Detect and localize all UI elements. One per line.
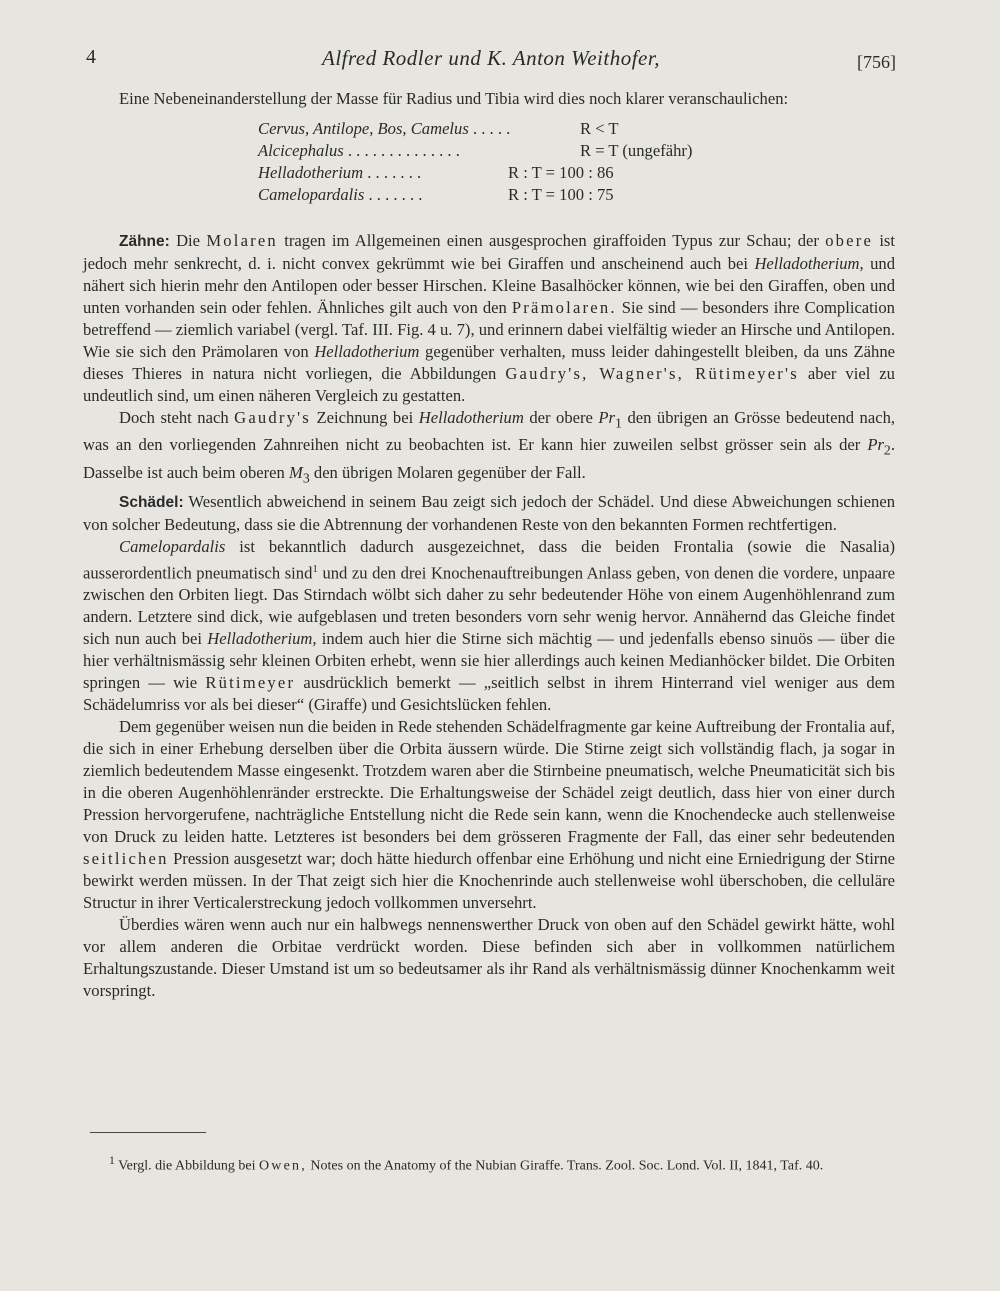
comparison-table — [258, 118, 778, 206]
leader-dots: . . . . . . . — [364, 185, 423, 204]
gaudry-paragraph — [83, 407, 895, 489]
text-span: und nähert sich hierin mehr den Antilopen oder besser Hirschen. Kleine Basalhöcker können, wie bei den Giraffen, oben und unten vorhanden sein oder fehlen. Ähnliches gilt auch von den — [83, 254, 895, 317]
leader-dots: . . . . . — [468, 119, 511, 138]
taxon-name: Camelopardalis — [258, 185, 365, 204]
orbitae-paragraph: Überdies wären wenn auch nur ein halbwegs nennenswerther Druck von oben auf den Schädel gewirkt hätte, wohl vor allem anderen die Orbitae verdrückt worden. Diese befinden sich aber in vollkommen natürlichem Erhaltungszustande. Dieser Umstand ist um so bedeutsamer als ihr Rand als verhältnismässig dünner Knochenkamm weit vorspringt. — [83, 915, 895, 1001]
text-span: Notes on the Anatomy of the Nubian Giraffe. Trans. Zool. Soc. Lond. Vol. II, 1841, Taf. 40. — [310, 1158, 824, 1174]
intro-paragraph — [83, 88, 895, 110]
text-span: gegenüber verhalten, muss leider dahingestellt bleiben, da uns Zähne dieses Thieres in natura nicht vorliegen, die Abbildungen — [83, 342, 895, 383]
leader-dots: . . . . . . . — [363, 163, 422, 182]
text-span: Pression ausgesetzt war; doch hätte hiedurch offenbar eine Erhöhung und nicht eine Erniedrigung der Stirne bewirkt werden müssen. In der That zeigt sich hier die Knochenrinde auch stellenweise wohl überschoben, die celluläre Structur in ihrer Verticalerstreckung jedoch vollkommen unversehrt. — [83, 849, 895, 913]
author-name: Owen, — [258, 1158, 307, 1174]
main-text — [83, 230, 895, 1002]
author-name: Gaudry's — [234, 408, 311, 427]
comparison-row — [258, 118, 778, 140]
text-span: ausdrücklich bemerkt — „seitlich selbst in ihrem Hinterrand viel weniger aus dem Schädelumriss vor als bei dieser“ (Giraffe) und Gesichtslücken fehlen. — [83, 673, 895, 715]
subscript: 2 — [883, 442, 891, 458]
subscript: 1 — [615, 415, 622, 431]
teeth-paragraph — [83, 230, 895, 407]
camelopardalis-paragraph — [83, 536, 895, 717]
footnote-rule — [90, 1132, 206, 1133]
taxon-italic: Helladotherium — [314, 342, 420, 361]
comparison-row — [258, 140, 778, 162]
comparison-row — [258, 162, 778, 184]
text-span: seitlichen — [83, 849, 169, 869]
text-span: . Dasselbe ist auch beim oberen — [83, 435, 895, 482]
ratio-value: R < T — [580, 119, 619, 138]
text-span: Dem gegenüber weisen nun die beiden in Rede stehenden Schädelfragmente gar keine Auftreibung der Frontalia auf, die sich in einer Erhebung derselben über die Orbita äussern würde. Die Stirne zeigt sich vollständig flach, ja sogar in ziemlich bedeutendem Masse eingesenkt. Trotzdem waren aber die Stirnbeine pneumatisch, welche Pneumaticität sich bis in die oberen Augenhöhlenränder erstreckte. Die Erhaltungsweise der Schädel zeigt deutlich, dass hier von einer durch Pression hervorgerufene, nachträgliche Entstellung nicht die Rede sein kann, wenn die Knochendecke auch stellenweise von Druck zu leiden hatte. Letzteres ist besonders bei dem grösseren Fragmente der Fall, das einer sehr bedeutenden — [83, 717, 895, 847]
running-title: Alfred Rodler und K. Anton Weithofer, — [322, 46, 660, 70]
taxon-name: Cervus, Antilope, Bos, Camelus — [258, 119, 469, 138]
tooth-symbol: Pr — [867, 435, 884, 455]
text-span: der obere — [529, 408, 593, 427]
page-number: 4 — [86, 46, 96, 68]
author-name: Rütimeyer — [205, 673, 296, 693]
text-span: Sie sind — besonders ihre Complication betreffend — ziemlich variabel (vergl. Taf. III. Fig. 4 u. 7), und erinnern dabei vielfältig wieder an Hirsche und Antilopen. Wie sie sich den Prämolaren von — [83, 298, 895, 361]
text-span: den übrigen an Grösse bedeutend nach, was an den vorliegenden Zahnreihen nicht zu beobachten ist. Er kann hier zuweilen selbst grösser sein als der — [83, 408, 896, 455]
text-span: Vergl. die Abbildung bei — [118, 1158, 256, 1174]
taxon-italic: Camelopardalis — [119, 536, 226, 556]
comparison-row — [258, 184, 778, 206]
taxon-italic: Helladotherium, — [754, 254, 864, 273]
text-span: indem auch hier die Stirne sich mächtig — und jedenfalls ebenso sinuös — über die hier verhältnismässig sehr kleinen Orbiten erhebt, wenn sie hier allerdings auch keinen Medianhöcker bildet. Die Orbiten springen — wie — [83, 629, 895, 693]
text-span: Prämolaren. — [511, 298, 617, 317]
text-span: den übrigen Molaren gegenüber der Fall. — [313, 462, 586, 482]
intro-text: Eine Nebeneinanderstellung der Masse für Radius und Tibia wird dies noch klarer veranschaulichen: — [119, 89, 789, 108]
ratio-value: R : T = 100 : 86 — [508, 163, 614, 182]
text-span: und zu den drei Knochenauftreibungen Anlass geben, von denen die vordere, unpaare zwischen den Orbiten liegt. Das Stirndach wölbt sich daher zu sehr bedeutender Höhe von einem Augenhöhlenrand zum andern. Letztere sind dick, wie aufgeblasen und treten besonders vorn sehr wenig hervor. Annähernd das Gleiche findet sich nun auch bei — [83, 563, 895, 649]
text-span: ist bekanntlich dadurch ausgezeichnet, dass die beiden Frontalia (sowie die Nasalia) ausserordentlich pneumatisch sind — [83, 536, 895, 583]
text-span: tragen im Allgemeinen einen ausgesprochen giraffoiden Typus zur Schau; der — [284, 231, 819, 250]
text-span: Wesentlich abweichend in seinem Bau zeigt sich jedoch der Schädel. Und diese Abweichungen schienen von solcher Bedeutung, dass sie die Abtrennung der vorhandenen Reste von den bekannten Formen rechtfertigen. — [83, 491, 895, 534]
comparison-paragraph — [83, 716, 895, 914]
text-span: aber viel zu undeutlich sind, um einen näheren Vergleich zu gestatten. — [83, 364, 895, 405]
section-label-skull: Schädel: — [119, 493, 184, 511]
taxon-italic: Helladotherium — [418, 408, 524, 427]
tooth-symbol: Pr — [598, 408, 615, 427]
skull-paragraph — [83, 491, 895, 536]
section-label-teeth: Zähne: — [119, 233, 170, 250]
text-span: obere — [825, 231, 874, 250]
tooth-symbol: M — [288, 462, 303, 482]
author-names: Gaudry's, Wagner's, Rütimeyer's — [505, 364, 799, 383]
taxon-name: Helladotherium — [258, 163, 364, 182]
footnote-number: 1 — [109, 1154, 115, 1167]
text-span: Doch steht nach — [119, 408, 229, 427]
text-span: ist jedoch mehr senkrecht, d. i. nicht convex gekrümmt wie bei Giraffen und anscheinend auch bei — [83, 231, 895, 273]
text-span: Molaren — [206, 231, 278, 250]
page-header — [86, 46, 896, 76]
footnote-ref: 1 — [312, 562, 318, 575]
original-page-key: [756] — [857, 52, 896, 72]
text-span: Zeichnung bei — [316, 408, 414, 427]
text-span: Die — [176, 231, 201, 250]
ratio-value: R : T = 100 : 75 — [508, 185, 614, 204]
subscript: 3 — [302, 469, 310, 485]
leader-dots: . . . . . . . . . . . . . . — [343, 141, 460, 160]
ratio-value: R = T (ungefähr) — [580, 141, 693, 160]
taxon-name: Alcicephalus — [258, 141, 344, 160]
taxon-italic: Helladotherium, — [207, 629, 317, 649]
footnote — [83, 1152, 893, 1176]
